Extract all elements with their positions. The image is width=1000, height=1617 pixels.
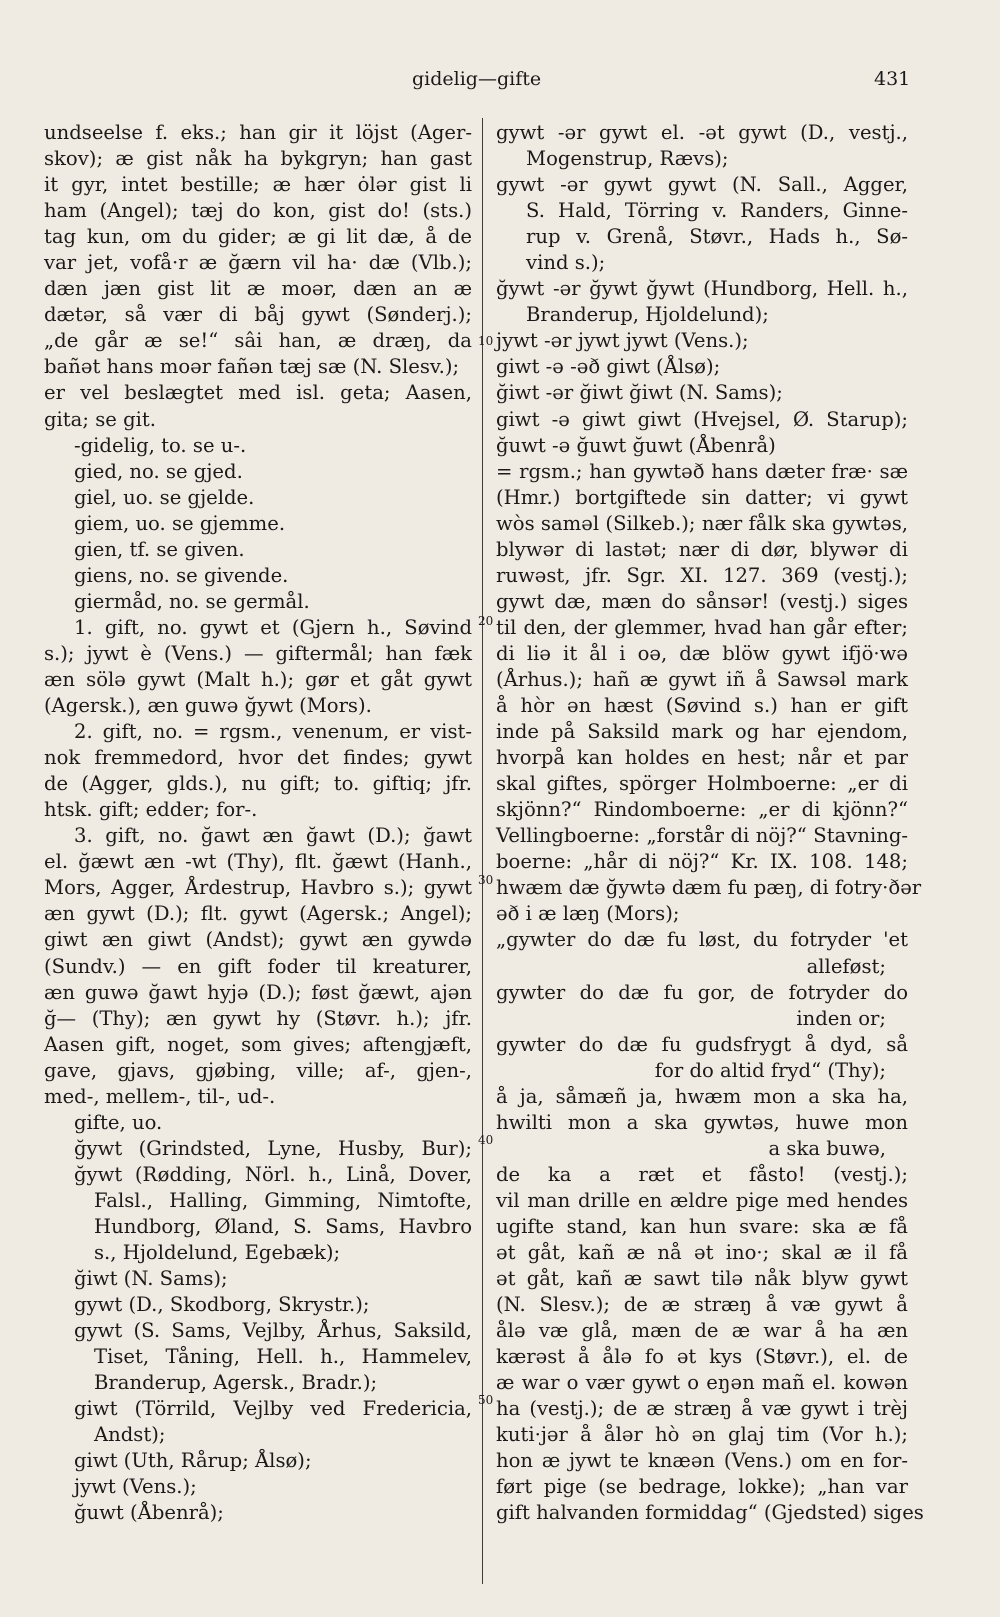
text-line: giens, no. se givende. <box>74 563 289 587</box>
text-line: inde på Saksild mark og har ejendom, <box>496 720 908 744</box>
text-line: de (Agger, glds.), nu gift; to. giftiq; jfr. <box>44 772 472 796</box>
text-line: giem, uo. se gjemme. <box>74 511 286 535</box>
line-number: 30 <box>478 873 494 887</box>
text-line: vil man drille en ældre pige med hendes <box>496 1188 908 1212</box>
text-line: ugifte stand, kan hun svare: ska æ få <box>496 1214 908 1238</box>
text-line: blywər di lastət; nær di dør, blywər di <box>496 537 908 561</box>
text-line: ğ— (Thy); æn gywt hy (Støvr. h.); jfr. <box>44 1006 472 1030</box>
text-line: kuti·jər å ålər hò ən glaj tim (Vor h.); <box>496 1423 908 1447</box>
text-line: ğuwt (Åbenrå); <box>74 1501 224 1525</box>
text-line: Branderup, Agersk., Bradr.); <box>94 1371 378 1395</box>
text-line: skal giftes, spörger Holmboerne: „er di <box>496 772 908 796</box>
left-column <box>44 120 472 1527</box>
text-line: rup v. Grenå, Støvr., Hads h., Sø- <box>526 225 908 249</box>
text-line: gywt -ər gywt gywt (N. Sall., Agger, <box>496 173 908 197</box>
text-line: til den, der glemmer, hvad han går efter; <box>496 615 908 639</box>
text-line: = rgsm.; han gywtəð hans dæter fræ· sæ <box>496 459 908 483</box>
text-line: giwt æn giwt (Andst); gywt æn gywdə <box>44 928 472 952</box>
text-line: di liə it ål i oə, dæ blöw gywt ifjö·wə <box>496 641 908 665</box>
text-line: it gyr, intet bestille; æ hær ȯlər gist li <box>44 173 472 197</box>
text-line: gied, no. se gjed. <box>74 459 243 483</box>
text-line: S. Hald, Törring v. Randers, Ginne- <box>526 199 908 223</box>
text-line: gywt dæ, mæn do sånsər! (vestj.) siges <box>496 589 908 613</box>
text-line: gywt -ər gywt el. -ət gywt (D., vestj., <box>496 121 908 144</box>
text-line: ət gåt, kañ æ sawt tilə nåk blyw gywt <box>496 1267 908 1291</box>
text-line: ruwəst, jfr. Sgr. XI. 127. 369 (vestj.); <box>496 563 908 587</box>
text-line: gywter do dæ fu gudsfrygt å dyd, så <box>496 1032 908 1056</box>
text-line: Mogenstrup, Rævs); <box>526 147 729 171</box>
text-line: hon æ jywt te knæən (Vens.) om en for- <box>496 1449 908 1473</box>
text-line: giwt -ə giwt giwt (Hvejsel, Ø. Starup); <box>496 407 908 431</box>
text-line: gita; se git. <box>44 407 156 431</box>
text-line: alleføst; <box>806 954 886 978</box>
text-line: ålə væ glå, mæn de æ war å ha æn <box>496 1319 908 1343</box>
text-line: var jet, vofå·r æ ğærn vil ha· dæ (Vlb.); <box>44 251 472 275</box>
text-line: dæn jæn gist lit æ moər, dæn an æ <box>44 277 472 301</box>
text-line: jywt (Vens.); <box>74 1475 197 1499</box>
text-line: undseelse f. eks.; han gir it löjst (Ager- <box>44 121 472 144</box>
right-column <box>496 120 924 1527</box>
text-line: „gywter do dæ fu løst, du fotryder 'et <box>496 928 908 952</box>
text-line: s., Hjoldelund, Egebæk); <box>94 1241 341 1265</box>
text-line: inden or; <box>796 1006 886 1030</box>
text-line: tag kun, om du gider; æ gi lit dæ, å de <box>44 225 472 249</box>
text-line: giwt (Törrild, Vejlby ved Fredericia, <box>74 1397 472 1421</box>
line-number: 20 <box>478 614 494 628</box>
text-line: hvorpå kan holdes en hest; når et par <box>496 746 908 770</box>
text-line: ğywt (Grindsted, Lyne, Husby, Bur); <box>74 1136 472 1160</box>
text-line: a ska buwə, <box>768 1136 886 1160</box>
text-line: de ka a ræt et fåsto! (vestj.); <box>496 1162 908 1186</box>
text-line: skjönn?“ Rindomboerne: „er di kjönn?“ <box>496 798 908 822</box>
text-line: gave, gjavs, gjøbing, ville; af-, gjen-, <box>44 1058 472 1082</box>
text-line: Andst); <box>94 1423 166 1447</box>
text-line: gifte, uo. <box>74 1110 163 1134</box>
text-line: gywter do dæ fu gor, de fotryder do <box>496 980 908 1004</box>
text-line: ğywt (Rødding, Nörl. h., Linå, Dover, <box>74 1162 472 1186</box>
text-line: giwt (Uth, Rårup; Ålsø); <box>74 1449 312 1473</box>
text-line: ham (Angel); tæj do kon, gist do! (sts.) <box>44 199 472 223</box>
text-line: er vel beslægtet med isl. geta; Aasen, <box>44 381 472 405</box>
text-line: hwæm dæ ğywtə dæm fu pæŋ, di fotry·ðər <box>496 876 922 900</box>
text-line: el. ğæwt æn -wt (Thy), flt. ğæwt (Hanh., <box>44 850 472 874</box>
text-line: Falsl., Halling, Gimming, Nimtofte, <box>94 1188 472 1212</box>
line-number: 50 <box>478 1393 494 1407</box>
text-line: giel, uo. se gjelde. <box>74 485 255 509</box>
text-line: giermåd, no. se germål. <box>74 589 310 613</box>
text-line: æn sölə gywt (Malt h.); gør et gåt gywt <box>44 667 472 691</box>
text-line: ət gåt, kañ æ nå ət ino·; skal æ il få <box>496 1241 908 1265</box>
text-line: (Agersk.), æn guwə ğywt (Mors). <box>44 694 372 718</box>
running-title: gidelig—gifte <box>412 68 542 90</box>
text-line: nok fremmedord, hvor det findes; gywt <box>44 746 472 770</box>
text-line: 2. gift, no. = rgsm., venenum, er vist- <box>74 720 472 744</box>
text-line: kærəst å ålə fo ət kys (Støvr.), el. de <box>496 1345 908 1369</box>
text-line: gywt (S. Sams, Vejlby, Århus, Saksild, <box>74 1319 472 1343</box>
text-line: ha (vestj.); de æ stræŋ å væ gywt i trèj <box>496 1397 908 1421</box>
text-line: med-, mellem-, til-, ud-. <box>44 1084 276 1108</box>
text-line: Vellingboerne: „forstår di nöj?“ Stavning- <box>496 824 908 848</box>
text-line: gien, tf. se given. <box>74 537 245 561</box>
text-line: Hundborg, Øland, S. Sams, Havbro <box>94 1214 472 1238</box>
text-line: əð i æ læŋ (Mors); <box>496 902 680 926</box>
text-line: vind s.); <box>526 251 606 275</box>
text-line: ğuwt -ə ğuwt ğuwt (Åbenrå) <box>496 433 776 457</box>
text-line: Mors, Agger, Årdestrup, Havbro s.); gywt <box>44 876 472 900</box>
line-number: 40 <box>478 1133 494 1147</box>
text-line: ført pige (se bedrage, lokke); „han var <box>496 1475 908 1499</box>
text-line: gift halvanden formiddag“ (Gjedsted) siges <box>496 1501 924 1525</box>
text-line: Branderup, Hjoldelund); <box>526 303 769 327</box>
text-line: (Sundv.) — en gift foder til kreaturer, <box>44 954 472 978</box>
text-line: 3. gift, no. ğawt æn ğawt (D.); ğawt <box>74 824 472 848</box>
text-line: boerne: „hår di nöj?“ Kr. IX. 108. 148; <box>496 850 908 874</box>
line-number: 10 <box>478 334 494 348</box>
text-line: (Århus.); hañ æ gywt iñ å Sawsəl mark <box>496 667 908 691</box>
text-line: (N. Slesv.); de æ stræŋ å væ gywt å <box>496 1293 908 1317</box>
text-line: jywt -ər jywt jywt (Vens.); <box>496 329 749 353</box>
text-line: æn guwə ğawt hyjə (D.); føst ğæwt, ajən <box>44 980 472 1004</box>
text-line: Aasen gift, noget, som gives; aftengjæft, <box>44 1032 472 1056</box>
text-line: 1. gift, no. gywt et (Gjern h., Søvind <box>74 615 472 639</box>
text-line: ğiwt (N. Sams); <box>74 1267 228 1291</box>
text-line: hwilti mon a ska gywtəs, huwe mon <box>496 1110 908 1134</box>
text-line: wòs saməl (Silkeb.); nær fålk ska gywtəs, <box>496 511 908 535</box>
text-line: for do altid fryd“ (Thy); <box>654 1058 886 1082</box>
text-line: giwt -ə -əð giwt (Ålsø); <box>496 355 721 379</box>
text-line: -gidelig, to. se u-. <box>74 433 247 457</box>
text-line: s.); jywt è (Vens.) — giftermål; han fæk <box>44 641 472 665</box>
text-line: Tiset, Tåning, Hell. h., Hammelev, <box>94 1345 472 1369</box>
text-line: å hòr ən hæst (Søvind s.) han er gift <box>496 694 908 718</box>
page-number: 431 <box>874 68 911 90</box>
text-line: å ja, såmæñ ja, hwæm mon a ska ha, <box>496 1084 908 1108</box>
text-line: htsk. gift; edder; for-. <box>44 798 258 822</box>
text-line: bañət hans moər fañən tæj sæ (N. Slesv.); <box>44 355 460 379</box>
text-line: dætər, så vær di båj gywt (Sønderj.); <box>44 303 472 327</box>
text-line: gywt (D., Skodborg, Skrystr.); <box>74 1293 370 1317</box>
text-line: skov); æ gist nåk ha bykgryn; han gast <box>44 147 472 171</box>
text-line: æ war o vær gywt o eŋən mañ el. kowən <box>496 1371 908 1395</box>
text-line: „de går æ se!“ sâi han, æ dræŋ, da <box>44 329 472 353</box>
text-line: æn gywt (D.); flt. gywt (Agersk.; Angel); <box>44 902 472 926</box>
text-line: ğywt -ər ğywt ğywt (Hundborg, Hell. h., <box>496 277 908 301</box>
text-line: (Hmr.) bortgiftede sin datter; vi gywt <box>496 485 908 509</box>
text-line: ğiwt -ər ğiwt ğiwt (N. Sams); <box>496 381 783 405</box>
